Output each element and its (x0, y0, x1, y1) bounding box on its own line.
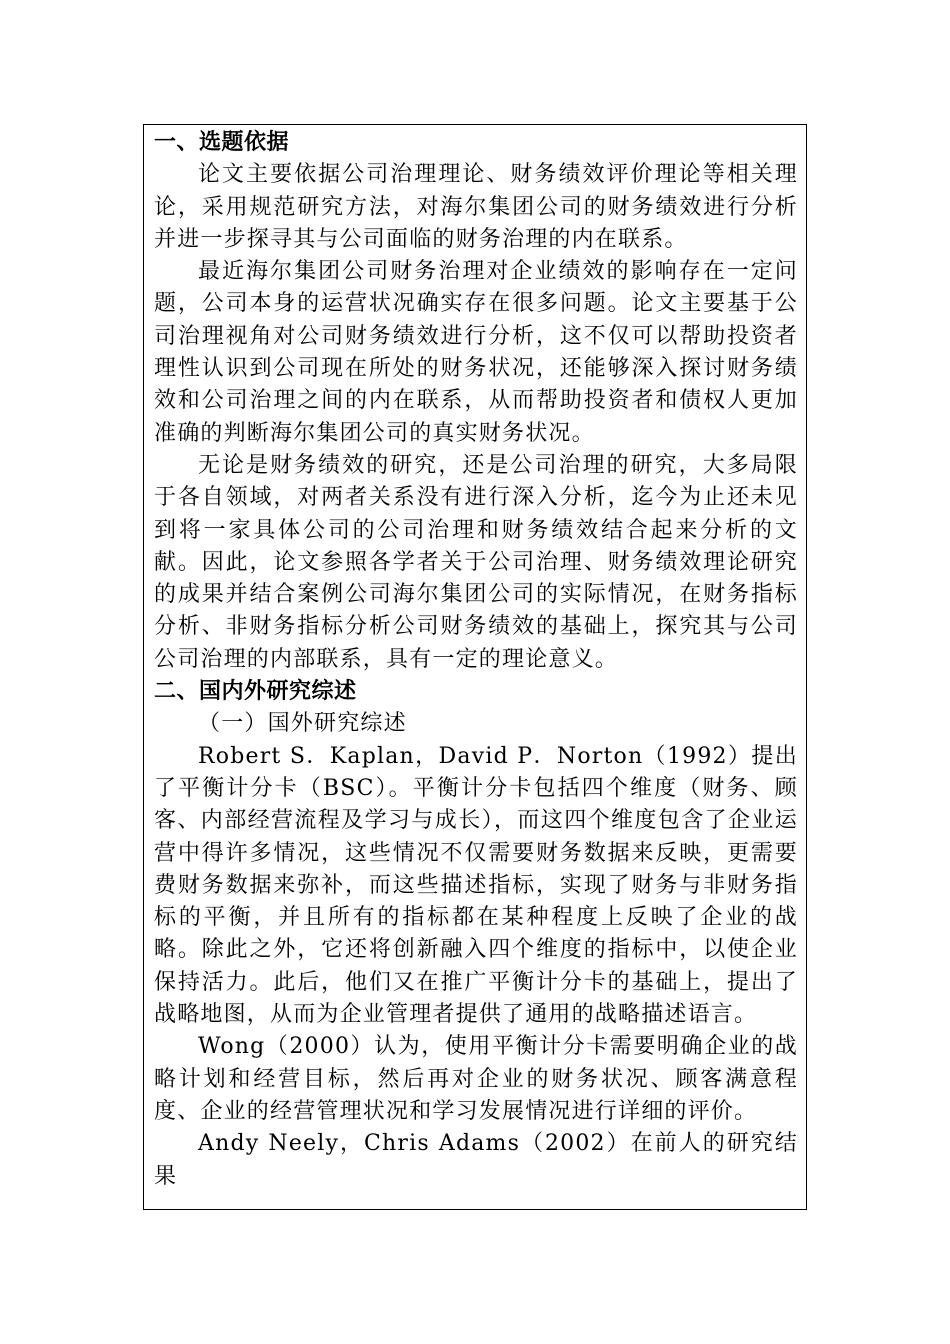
document-body (154, 127, 798, 1193)
subsection-heading-foreign-review: （一）国外研究综述 (198, 711, 407, 737)
paragraph: 最近海尔集团公司财务治理对企业绩效的影响存在一定问题，公司本身的运营状况确实存在很多问题。论文主要基于公司治理视角对公司财务绩效进行分析，这不仅可以帮助投资者理性认识到公司现在所处的财务状况，还能够深入探讨财务绩效和公司治理之间的内在联系，从而帮助投资者和债权人更加准确的判断海尔集团公司的真实财务状况。 (154, 259, 798, 446)
section-heading-literature-review: 二、国内外研究综述 (154, 679, 357, 705)
document-frame (143, 124, 807, 1210)
paragraph: 无论是财务绩效的研究，还是公司治理的研究，大多局限于各自领域，对两者关系没有进行深入分析，迄今为止还未见到将一家具体公司的公司治理和财务绩效结合起来分析的文献。因此，论文参照各学者关于公司治理、财务绩效理论研究的成果并结合案例公司海尔集团公司的实际情况，在财务指标分析、非财务指标分析公司财务绩效的基础上，探究其与公司公司治理的内部联系，具有一定的理论意义。 (154, 452, 798, 672)
paragraph: Robert S．Kaplan，David P．Norton（1992）提出了平衡计分卡（BSC）。平衡计分卡包括四个维度（财务、顾客、内部经营流程及学习与成长），而这四个维度包含了企业运营中得许多情况，这些情况不仅需要财务数据来反映，更需要费财务数据来弥补，而这些描述指标，实现了财务与非财务指标的平衡，并且所有的指标都在某种程度上反映了企业的战略。除此之外，它还将创新融入四个维度的指标中，以使企业保持活力。此后，他们又在推广平衡计分卡的基础上，提出了战略地图，从而为企业管理者提供了通用的战略描述语言。 (154, 743, 798, 1028)
paragraph: 论文主要依据公司治理理论、财务绩效评价理论等相关理论，采用规范研究方法，对海尔集团公司的财务绩效进行分析并进一步探寻其与公司面临的财务治理的内在联系。 (154, 162, 798, 252)
paragraph: Wong（2000）认为，使用平衡计分卡需要明确企业的战略计划和经营目标，然后再对企业的财务状况、顾客满意程度、企业的经营管理状况和学习发展情况进行详细的评价。 (154, 1034, 798, 1124)
paragraph: Andy Neely，Chris Adams（2002）在前人的研究结果 (154, 1131, 798, 1189)
section-heading-topic-basis: 一、选题依据 (154, 130, 290, 155)
